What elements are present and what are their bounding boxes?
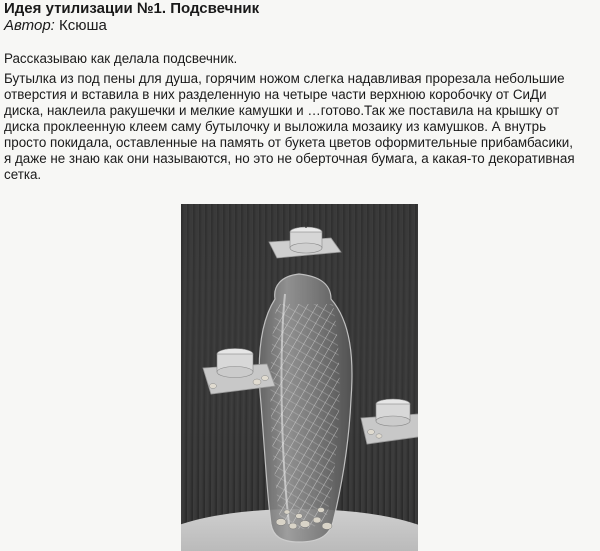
article-line: просто покидала, оставленные на память от букета цветов оформительные прибамбасики, [4,135,573,150]
article-line: я даже не знаю как они называются, но это не оберточная бумага, а какая-то декоративная [4,151,575,166]
article-title: Идея утилизации №1. Подсвечник [4,0,260,17]
article-line: Бутылка из под пены для душа, горячим ножом слегка надавливая прорезала небольшие [4,71,565,86]
article-line: диска проклеенную клеем саму бутылочку и выложила мозаику из камушков. А внутрь [4,119,547,134]
author-line [4,17,107,35]
article-line: Рассказываю как делала подсвечник. [4,51,238,66]
article-line: сетка. [4,167,42,182]
article-line: отверстия и вставила в них разделенную на четыре части верхнюю коробочку от СиДи [4,87,547,102]
article-line: диска, наклеила ракушечки и мелкие камушки и …готово.Так же поставила на крышку от [4,103,560,118]
bottle-candle-holder-photo [181,204,418,551]
author-label: Автор: [4,17,55,34]
article-body [4,51,600,183]
author-name: Ксюша [54,17,107,34]
